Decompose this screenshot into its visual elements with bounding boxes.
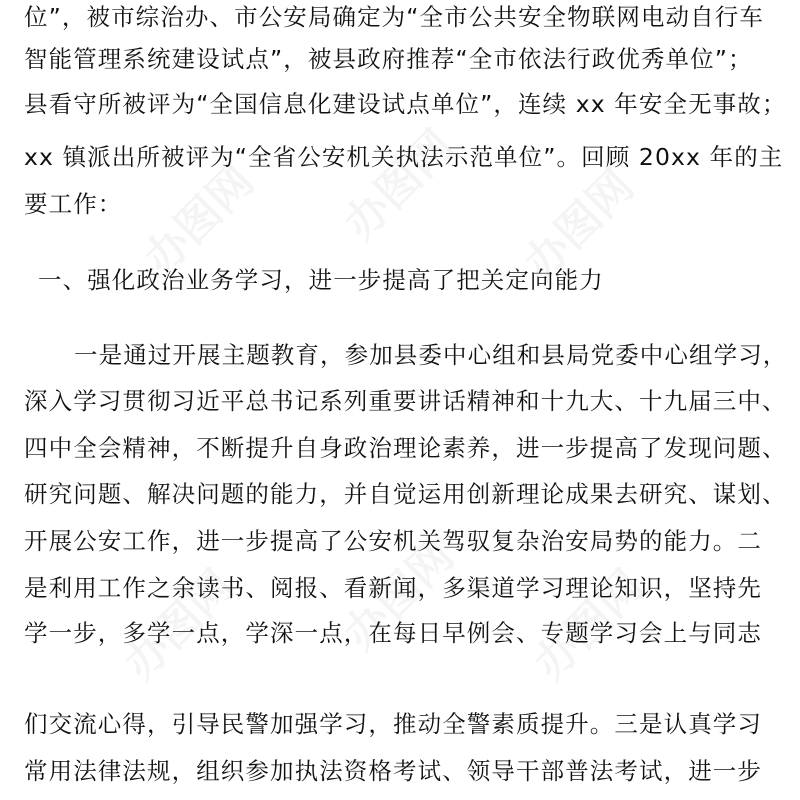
body-text-line: 县看守所被评为“全国信息化建设试点单位”，连续 xx 年安全无事故； xyxy=(24,90,787,118)
body-text-line: 开展公安工作，进一步提高了公安机关驾驭复杂治安局势的能力。二 xyxy=(24,527,762,555)
body-text-line: 学一步，多学一点，学深一点，在每日早例会、专题学习会上与同志 xyxy=(24,619,762,647)
body-text-line: 四中全会精神，不断提升自身政治理论素养，进一步提高了发现问题、 xyxy=(24,434,787,462)
body-text-line: 是利用工作之余读书、阅报、看新闻，多渠道学习理论知识，坚持先 xyxy=(24,574,762,602)
body-text-line: 要工作： xyxy=(24,190,123,218)
body-text-line: 一是通过开展主题教育，参加县委中心组和县局党委中心组学习， xyxy=(74,341,788,369)
body-text-line: 深入学习贯彻习近平总书记系列重要讲话精神和十九大、十九届三中、 xyxy=(24,387,787,415)
watermark xyxy=(327,113,466,252)
body-text-line: 研究问题、解决问题的能力，并自觉运用创新理论成果去研究、谋划、 xyxy=(24,480,787,508)
body-text-line: xx 镇派出所被评为“全省公安机关执法示范单位”。回顾 20xx 年的主 xyxy=(24,143,784,171)
body-text-line: 智能管理系统建设试点”，被县政府推荐“全市依法行政优秀单位”； xyxy=(24,45,753,73)
section-heading: 一、强化政治业务学习，进一步提高了把关定向能力 xyxy=(38,266,604,294)
body-text-line: 位”，被市综治办、市公安局确定为“全市公共安全物联网电动自行车 xyxy=(24,3,764,31)
body-text-line: 常用法律法规，组织参加执法资格考试、领导干部普法考试，进一步 xyxy=(24,757,762,785)
body-text-line: 们交流心得，引导民警加强学习，推动全警素质提升。三是认真学习 xyxy=(24,710,762,738)
